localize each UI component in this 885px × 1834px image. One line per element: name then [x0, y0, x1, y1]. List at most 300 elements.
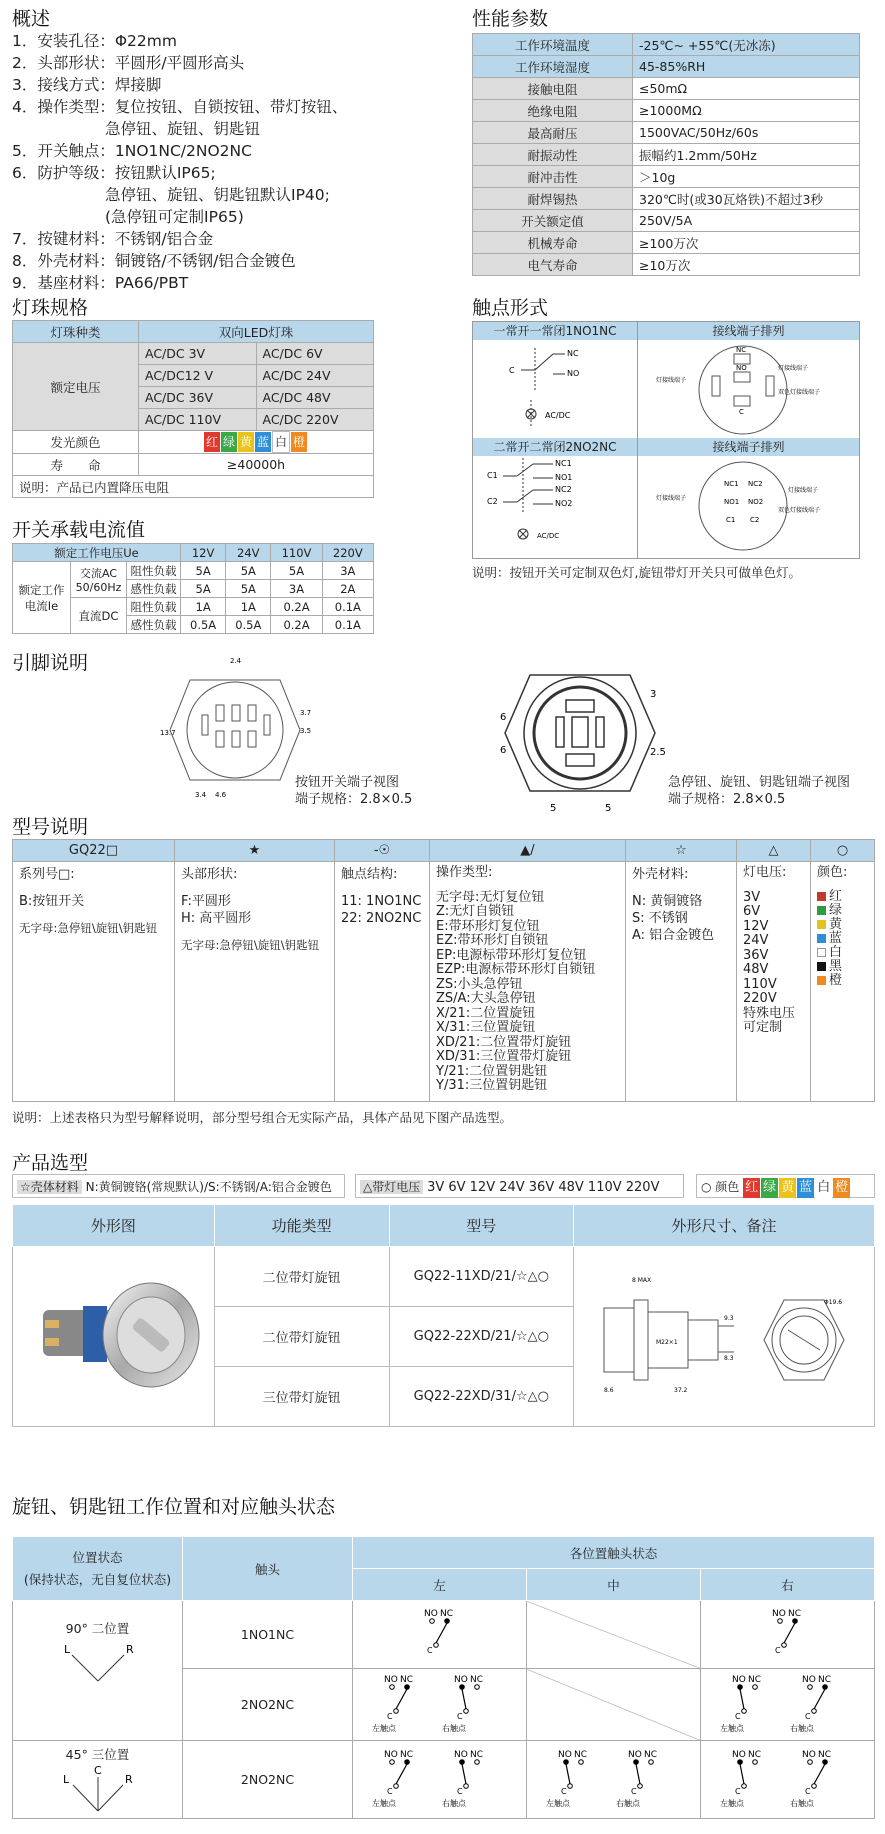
lamp-life-value: ≥40000h — [139, 454, 374, 476]
terminal-layout-1 — [638, 340, 859, 438]
current-cell: 5A — [271, 562, 322, 580]
pin-dim: 2.5 — [650, 747, 666, 758]
model-text: 灯电压: — [743, 865, 787, 880]
model-text: 橙 — [829, 973, 843, 988]
current-cell: 0.1A — [322, 616, 373, 634]
no-label: NO — [731, 1750, 746, 1760]
model-head: ☆ — [626, 840, 737, 862]
nc-label: NC — [573, 1750, 587, 1760]
contact-label: AC/DC — [537, 532, 560, 540]
perf-key: 工作环境湿度 — [473, 56, 633, 78]
c-terminal — [781, 1643, 786, 1648]
color-chip-green: 绿 — [221, 432, 237, 452]
current-cell: 5A — [226, 580, 271, 598]
pin-dim: 3.4 — [195, 791, 207, 799]
terminal-label: NC1 — [724, 480, 739, 488]
model-text: N: 黄铜镀铬 — [632, 894, 703, 909]
model-text: H: 高平圆形 — [181, 911, 252, 926]
dim-label: 9.3 — [724, 1314, 734, 1322]
contact-label: NC1 — [555, 459, 572, 468]
no-terminal — [429, 1619, 434, 1624]
current-volt: 220V — [322, 544, 373, 562]
pin-dim: 6 — [500, 712, 507, 723]
model-text: 绿 — [829, 903, 843, 918]
perf-value: 1500VAC/50Hz/60s — [633, 122, 860, 144]
nc-label: NC — [399, 1675, 413, 1685]
terminal-label: 灯接线端子 — [656, 377, 687, 384]
no-terminal — [563, 1760, 568, 1765]
lamp-volt: AC/DC 48V — [256, 387, 374, 409]
current-table — [12, 543, 374, 634]
c-label: C — [804, 1787, 811, 1796]
overview-item: 5．开关触点：1NO1NC/2NO2NC — [12, 142, 252, 160]
lamp-volt: AC/DC 6V — [256, 343, 374, 365]
lamp-title: 灯珠规格 — [12, 297, 89, 319]
pin-dim: 3 — [650, 689, 657, 700]
model-text: 48V — [743, 962, 769, 977]
perf-key: 开关额定值 — [473, 210, 633, 232]
current-load: 阻性负载 — [127, 562, 181, 580]
contact-panel — [472, 321, 860, 559]
no-label: NO — [453, 1675, 468, 1685]
dim-label: Φ19.6 — [824, 1298, 843, 1306]
c-label: C — [456, 1787, 463, 1796]
state-cell — [701, 1669, 875, 1741]
model-text: A: 铝合金镀色 — [632, 928, 715, 943]
lamp-life-label: 寿 命 — [13, 454, 139, 476]
model-text: 无字母:急停钮\旋钮\钥匙钮 — [181, 938, 320, 952]
state-cell-empty — [527, 1601, 701, 1669]
perf-value: ＞10g — [633, 166, 860, 188]
model-text: S: 不锈钢 — [632, 911, 688, 926]
contact-2no2nc-diagram — [473, 456, 637, 556]
pin-dim: 5 — [605, 803, 612, 814]
overview-item: 3．接线方式：焊接脚 — [12, 76, 162, 94]
dim-label: 37.2 — [674, 1386, 688, 1394]
model-color-col — [811, 862, 875, 1102]
terminal-label: 双色灯接线端子 — [778, 507, 821, 514]
current-ue-header: 额定工作电压Ue — [13, 544, 181, 562]
terminal-label: NC — [736, 346, 747, 354]
color-chip-yellow: 黄 — [238, 432, 254, 452]
model-text: Y/31:三位置钥匙钮 — [436, 1078, 548, 1093]
selection-table — [12, 1204, 875, 1427]
state-cell-empty — [527, 1669, 701, 1741]
model-text: 红 — [829, 889, 843, 904]
lamp-header: 双向LED灯珠 — [139, 321, 374, 343]
model-text: 黑 — [829, 959, 843, 974]
product-photo — [23, 1260, 203, 1410]
current-cell: 3A — [271, 580, 322, 598]
model-text: 颜色: — [817, 865, 848, 880]
c-terminal — [741, 1709, 746, 1714]
switch-blade — [396, 1764, 407, 1784]
c-label: C — [386, 1787, 393, 1796]
terminal-label: C2 — [750, 516, 760, 524]
c-label: C — [630, 1787, 637, 1796]
perf-key: 最高耐压 — [473, 122, 633, 144]
perf-key: 接触电阻 — [473, 78, 633, 100]
state-cell — [701, 1601, 875, 1669]
perf-key: 工作环境温度 — [473, 34, 633, 56]
nc-label: NC — [787, 1609, 801, 1619]
perf-key: 电气寿命 — [473, 254, 633, 276]
switch-state — [544, 1746, 614, 1810]
switch-blade — [740, 1689, 744, 1709]
perf-value: 振幅约1.2mm/50Hz — [633, 144, 860, 166]
model-contact-col — [335, 862, 430, 1102]
model-head: ▲/ — [430, 840, 626, 862]
contact-header: 一常开一常闭1NO1NC — [473, 322, 637, 340]
selection-func: 二位带灯旋钮 — [214, 1247, 389, 1307]
model-text: 6V — [743, 904, 761, 919]
contact-side-label: 右触点 — [441, 1724, 466, 1733]
state-cell — [527, 1741, 701, 1819]
c-terminal — [567, 1784, 572, 1789]
current-load: 感性负载 — [127, 616, 181, 634]
switch-blade — [462, 1764, 466, 1784]
current-cell: 0.2A — [271, 616, 322, 634]
pin-dim: 3.7 — [300, 709, 312, 717]
no-terminal — [737, 1760, 742, 1765]
model-text: 系列号□: — [19, 867, 75, 882]
switch-blade — [566, 1764, 570, 1784]
perf-value: -25℃~ +55℃(无冰冻) — [633, 34, 860, 56]
pin-dim: 6 — [500, 745, 507, 756]
switch-state — [718, 1746, 788, 1810]
perf-value: ≥1000MΩ — [633, 100, 860, 122]
current-cell: 0.5A — [181, 616, 226, 634]
perf-value: 45-85%RH — [633, 56, 860, 78]
current-cell: 5A — [181, 580, 226, 598]
model-note: 说明：上述表格只为型号解释说明，部分型号组合无实际产品，具体产品见下图产品选型。 — [12, 1110, 513, 1125]
no-terminal — [633, 1760, 638, 1765]
model-text: 3V — [743, 889, 761, 905]
c-label: C — [426, 1646, 433, 1655]
no-terminal — [459, 1685, 464, 1690]
color-chip-yellow: 黄 — [779, 1178, 796, 1198]
model-text: X/31:三位置旋钮 — [436, 1020, 536, 1035]
contact-side-label: 左触点 — [719, 1724, 744, 1733]
lamp-header: 灯珠种类 — [13, 321, 139, 343]
switch-state — [410, 1605, 470, 1661]
pos-two-label: 90° 二位置 — [65, 1621, 130, 1636]
current-cell: 0.5A — [226, 616, 271, 634]
model-shell-col — [626, 862, 737, 1102]
c-terminal — [637, 1784, 642, 1789]
position-title: 旋钮、钥匙钮工作位置和对应触头状态 — [12, 1496, 336, 1518]
lamp-volt: AC/DC 110V — [139, 409, 257, 431]
model-head: ○ — [811, 840, 875, 862]
model-text: ZS/A:大头急停钮 — [436, 991, 536, 1006]
pos-three-label: 45° 三位置 — [65, 1747, 130, 1762]
terminal-label: NO2 — [748, 498, 764, 506]
pos-head: 中 — [527, 1569, 701, 1601]
model-title: 型号说明 — [12, 816, 89, 838]
color-chip-blue: 蓝 — [255, 432, 271, 452]
nc-label: NC — [643, 1750, 657, 1760]
pos-contact: 2NO2NC — [183, 1741, 353, 1819]
model-text: 可定制 — [743, 1020, 783, 1035]
no-label: NO — [383, 1750, 398, 1760]
model-text: 白 — [829, 945, 843, 960]
pin-dim: 4.6 — [215, 791, 227, 799]
contact-side-label: 右触点 — [441, 1799, 466, 1808]
perf-value: ≥100万次 — [633, 232, 860, 254]
pos-letter: C — [93, 1764, 102, 1777]
dimension-drawing — [574, 1260, 874, 1410]
switch-state — [788, 1746, 858, 1810]
switch-blade — [814, 1764, 825, 1784]
pos-letter: R — [124, 1773, 133, 1786]
switch-state — [370, 1746, 440, 1810]
current-cell: 1A — [226, 598, 271, 616]
no-label: NO — [627, 1750, 642, 1760]
contact-note: 说明：按钮开关可定制双色灯,旋钮带灯开关只可做单色灯。 — [472, 565, 801, 580]
selection-shell-options: N:黄铜镀铬(常规默认)/S:不锈钢/A:铝合金镀色 — [85, 1180, 332, 1194]
model-text: Y/21:二位置钥匙钮 — [436, 1063, 548, 1079]
model-op-col — [430, 862, 626, 1102]
nc-terminal — [578, 1760, 583, 1765]
overview-item: 7．按键材料：不锈钢/铝合金 — [12, 230, 214, 248]
nc-label: NC — [469, 1675, 483, 1685]
pin-left-caption: 按钮开关端子视图 — [295, 775, 400, 790]
current-load: 阻性负载 — [127, 598, 181, 616]
color-chip-red: 红 — [743, 1178, 760, 1198]
current-cell: 0.2A — [271, 598, 322, 616]
state-cell — [353, 1741, 527, 1819]
selection-head: 外形尺寸、备注 — [574, 1205, 875, 1247]
model-head: ★ — [175, 840, 335, 862]
pos-letter: L — [62, 1773, 69, 1786]
current-volt: 110V — [271, 544, 322, 562]
selection-func: 三位带灯旋钮 — [214, 1367, 389, 1427]
model-text: Z:无灯自锁钮 — [436, 904, 515, 919]
selection-title: 产品选型 — [12, 1152, 89, 1174]
lamp-color-label: 发光颜色 — [13, 431, 139, 454]
contact-label: NC — [567, 349, 579, 358]
nc-terminal — [444, 1619, 449, 1624]
pin-dim: 2.4 — [230, 657, 242, 665]
contact-side-label: 左触点 — [719, 1799, 744, 1808]
switch-blade — [396, 1689, 407, 1709]
no-terminal — [389, 1685, 394, 1690]
selection-volt-label: △带灯电压 — [360, 1180, 423, 1194]
model-text: EZ:带环形灯自锁钮 — [436, 933, 549, 948]
nc-terminal — [792, 1619, 797, 1624]
model-text: E:带环形灯复位钮 — [436, 918, 540, 934]
lamp-volt: AC/DC12 V — [139, 365, 257, 387]
no-label: NO — [557, 1750, 572, 1760]
no-terminal — [389, 1760, 394, 1765]
model-text: XD/31:三位置带灯旋钮 — [436, 1049, 572, 1064]
color-chip-blue: 蓝 — [797, 1178, 814, 1198]
three-pos-diagram — [53, 1763, 143, 1815]
c-terminal — [463, 1784, 468, 1789]
switch-blade — [814, 1689, 825, 1709]
pos-letter: R — [125, 1643, 134, 1656]
pos-head: (保持状态，无自复位状态) — [23, 1571, 172, 1587]
perf-value: ≥10万次 — [633, 254, 860, 276]
color-chip-green: 绿 — [761, 1178, 778, 1198]
terminal-label: 双色灯接线端子 — [778, 389, 821, 396]
contact-label: C — [509, 366, 515, 375]
overview-item: 急停钮、旋钮、钥匙钮 — [12, 120, 261, 138]
contact-title: 触点形式 — [472, 297, 549, 319]
overview-item: 急停钮、旋钮、钥匙钮默认IP40; — [12, 186, 330, 204]
terminal-label: NC2 — [748, 480, 763, 488]
model-volt-col — [737, 862, 811, 1102]
nc-label: NC — [747, 1675, 761, 1685]
overview-item: 1．安装孔径：Φ22mm — [12, 32, 177, 50]
selection-shell-label: ☆壳体材料 — [17, 1180, 82, 1194]
selection-volt-options: 3V 6V 12V 24V 36V 48V 110V 220V — [427, 1180, 660, 1195]
pos-letter: L — [63, 1643, 70, 1656]
model-table — [12, 839, 875, 1102]
nc-label: NC — [399, 1750, 413, 1760]
pos-head: 左 — [353, 1569, 527, 1601]
nc-label: NC — [817, 1750, 831, 1760]
contact-label: NO1 — [555, 473, 573, 482]
current-volt: 12V — [181, 544, 226, 562]
perf-key: 机械寿命 — [473, 232, 633, 254]
contact-label: C2 — [487, 497, 498, 506]
switch-state — [370, 1671, 440, 1735]
overview-list — [12, 30, 347, 294]
terminal-layout-2 — [638, 456, 859, 556]
nc-label: NC — [817, 1675, 831, 1685]
color-chip-orange: 橙 — [833, 1178, 850, 1198]
contact-label: NO — [567, 369, 580, 378]
contact-side-label: 左触点 — [545, 1799, 570, 1808]
c-terminal — [393, 1709, 398, 1714]
current-title: 开关承载电流值 — [12, 519, 146, 541]
model-text: 蓝 — [829, 931, 843, 946]
contact-side-label: 左触点 — [371, 1724, 396, 1733]
color-chip-white: 白 — [272, 431, 290, 453]
terminal-label: NO1 — [724, 498, 740, 506]
c-label: C — [386, 1712, 393, 1721]
pin-dim: 3.5 — [300, 727, 312, 735]
nc-terminal — [474, 1760, 479, 1765]
selection-options-bar — [12, 1174, 875, 1200]
selection-model: GQ22-22XD/31/☆△○ — [389, 1367, 573, 1427]
c-terminal — [811, 1709, 816, 1714]
lamp-rated-label: 额定电压 — [13, 343, 139, 431]
no-label: NO — [383, 1675, 398, 1685]
no-label: NO — [423, 1609, 438, 1619]
overview-item: 2．头部形状：平圆形/平圆形高头 — [12, 54, 245, 72]
lamp-volt: AC/DC 24V — [256, 365, 374, 387]
current-cell: 1A — [181, 598, 226, 616]
nc-terminal — [404, 1685, 409, 1690]
c-terminal — [741, 1784, 746, 1789]
state-cell — [701, 1741, 875, 1819]
pin-left-spec: 端子规格：2.8×0.5 — [295, 792, 413, 807]
dim-label: 8.3 — [724, 1354, 734, 1362]
current-cell: 0.1A — [322, 598, 373, 616]
model-text: 110V — [743, 976, 777, 992]
model-text: 36V — [743, 947, 769, 963]
nc-terminal — [648, 1760, 653, 1765]
product-photo-cell — [13, 1247, 215, 1427]
model-text: F:平圆形 — [181, 894, 231, 909]
switch-blade — [740, 1764, 744, 1784]
no-label: NO — [801, 1675, 816, 1685]
nc-terminal — [752, 1760, 757, 1765]
perf-value: ≤50mΩ — [633, 78, 860, 100]
model-head-col — [175, 862, 335, 1102]
nc-label: NC — [747, 1750, 761, 1760]
position-table — [12, 1536, 875, 1819]
model-head: GQ22□ — [13, 840, 175, 862]
lamp-volt: AC/DC 36V — [139, 387, 257, 409]
model-text: 24V — [743, 933, 769, 948]
overview-item: 6．防护等级：按钮默认IP65; — [12, 164, 216, 182]
contact-side-label: 右触点 — [615, 1799, 640, 1808]
current-load: 感性负载 — [127, 580, 181, 598]
c-label: C — [774, 1646, 781, 1655]
current-cell: 3A — [322, 562, 373, 580]
model-text: 无字母:无灯复位钮 — [436, 889, 545, 905]
current-cell: 5A — [226, 562, 271, 580]
model-series-col — [13, 862, 175, 1102]
pin-right-spec: 端子规格：2.8×0.5 — [668, 792, 786, 807]
perf-value: 320℃时(或30瓦烙铁)不超过3秒 — [633, 188, 860, 210]
model-text: EZP:电源标带环形灯自锁钮 — [436, 962, 596, 977]
nc-terminal — [822, 1760, 827, 1765]
terminal-label: 灯接线端子 — [778, 365, 809, 372]
contact-label: AC/DC — [545, 411, 571, 420]
switch-state — [758, 1605, 818, 1661]
no-label: NO — [771, 1609, 786, 1619]
performance-table — [472, 33, 860, 276]
overview-item: 9．基座材料：PA66/PBT — [12, 274, 189, 292]
current-volt: 24V — [226, 544, 271, 562]
terminal-label: 灯接线端子 — [656, 495, 687, 502]
no-terminal — [459, 1760, 464, 1765]
model-text: ZS:小头急停钮 — [436, 976, 523, 992]
c-label: C — [456, 1712, 463, 1721]
terminal-label: NO — [736, 364, 747, 372]
lamp-volt: AC/DC 3V — [139, 343, 257, 365]
pin-dim: 5 — [550, 803, 557, 814]
color-chip-orange: 橙 — [291, 432, 307, 452]
overview-item: (急停钮可定制IP65) — [12, 208, 244, 226]
lamp-table — [12, 320, 374, 498]
contact-header: 二常开二常闭2NO2NC — [473, 438, 637, 456]
selection-head: 外形图 — [13, 1205, 215, 1247]
selection-model: GQ22-22XD/21/☆△○ — [389, 1307, 573, 1367]
current-cell: 5A — [181, 562, 226, 580]
switch-state — [440, 1746, 510, 1810]
current-ie-label: 额定工作电流Ie — [13, 562, 71, 634]
contact-header: 接线端子排列 — [638, 438, 859, 456]
color-chip-red: 红 — [204, 432, 220, 452]
nc-label: NC — [439, 1609, 453, 1619]
model-text: 22: 2NO2NC — [341, 911, 422, 926]
switch-blade — [784, 1623, 795, 1643]
lamp-color-chips — [139, 431, 374, 454]
contact-label: NC2 — [555, 485, 572, 494]
model-text: 操作类型: — [436, 865, 493, 880]
model-text: EP:电源标带环形灯复位钮 — [436, 947, 587, 963]
c-terminal — [463, 1709, 468, 1714]
contact-side-label: 右触点 — [789, 1799, 814, 1808]
c-label: C — [560, 1787, 567, 1796]
model-text: 11: 1NO1NC — [341, 894, 422, 909]
no-label: NO — [453, 1750, 468, 1760]
